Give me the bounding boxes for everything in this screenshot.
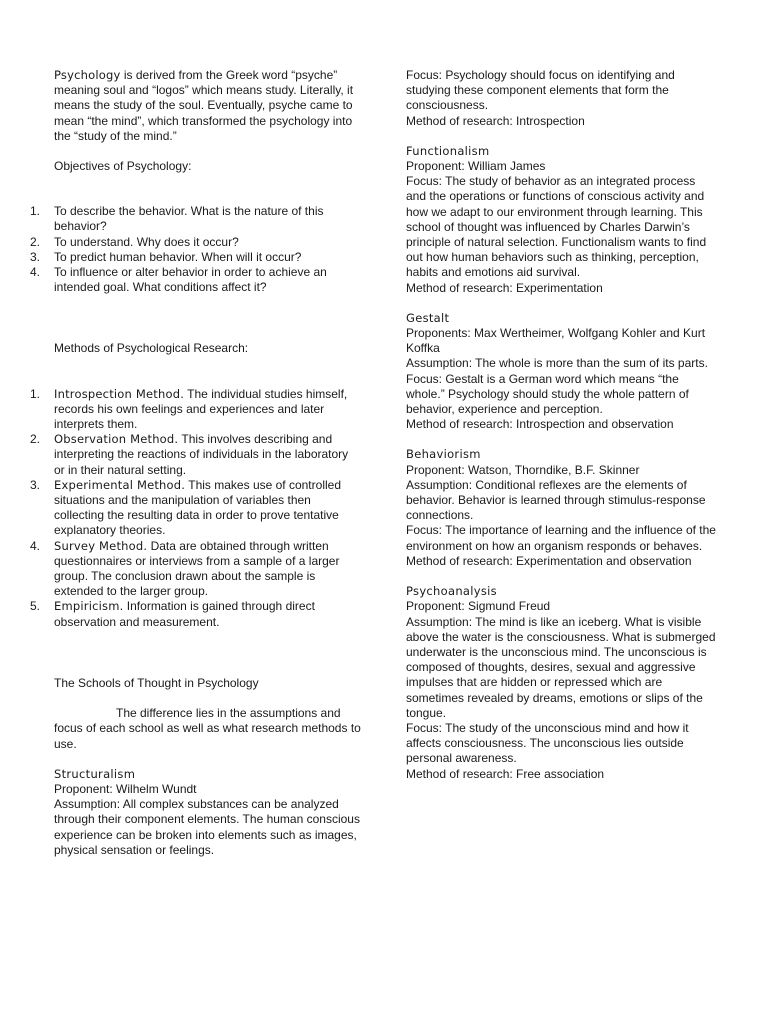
behaviorism-title: Behaviorism — [406, 447, 481, 462]
intro-paragraph — [30, 68, 362, 144]
functionalism-section — [406, 144, 718, 296]
behaviorism-assumption: Assumption: Conditional reflexes are the elements of behavior. Behavior is learned through stimulus-response connections. — [406, 477, 706, 523]
structuralism-title: Structuralism — [54, 766, 136, 781]
gestalt-title: Gestalt — [406, 310, 450, 325]
structuralism-assumption: Assumption: All complex substances can be analyzed through their component elements. The human conscious experience can be broken into elements such as images, physical sensation or feelings. — [54, 797, 360, 857]
behaviorism-method: Method of research: Experimentation and observation — [406, 553, 692, 568]
list-item — [30, 265, 362, 295]
methods-list — [30, 387, 362, 630]
schools-heading: The Schools of Thought in Psychology — [54, 675, 259, 690]
structuralism-continued — [406, 68, 718, 129]
gestalt-section — [406, 311, 718, 433]
intro-text: is derived from the Greek word “psyche” meaning soul and “logos” which means study. Literally, it means the study of the soul. Eventually, psyche came to mean “the mind”, which transformed the psychology into the “study of the mind.” — [54, 68, 354, 143]
method-text: Data are obtained through written questionnaires or interviews from a sample of a larger group. The conclusion drawn about the sample is extended to the larger group. — [54, 538, 340, 599]
method-text: Information is gained through direct observation and measurement. — [54, 599, 315, 629]
structuralism-method: Method of research: Introspection — [406, 113, 585, 128]
method-term: Empiricism. — [54, 599, 124, 614]
objective-text: To describe the behavior. What is the nature of this behavior? — [54, 204, 324, 234]
method-text: This makes use of controlled situations and the manipulation of variables then collecting the resulting data in order to prove tentative explanatory theories. — [54, 477, 341, 538]
method-term: Experimental Method. — [54, 477, 186, 492]
left-column — [30, 68, 362, 858]
method-term: Introspection Method. — [54, 386, 185, 401]
functionalism-proponent: Proponent: William James — [406, 159, 546, 174]
objective-text: To influence or alter behavior in order to achieve an intended goal. What conditions affect it? — [54, 265, 327, 295]
objective-text: To understand. Why does it occur? — [54, 234, 239, 249]
list-item — [30, 250, 362, 265]
right-column — [406, 68, 718, 797]
gestalt-proponent: Proponents: Max Wertheimer, Wolfgang Kohler and Kurt Koffka — [406, 326, 706, 356]
list-item — [30, 599, 362, 629]
list-item — [30, 204, 362, 234]
structuralism-section — [30, 767, 362, 858]
gestalt-method: Method of research: Introspection and observation — [406, 417, 674, 432]
objective-text: To predict human behavior. When will it occur? — [54, 249, 302, 264]
methods-heading: Methods of Psychological Research: — [54, 341, 249, 356]
psychoanalysis-focus: Focus: The study of the unconscious mind and how it affects consciousness. The unconscious lies outside personal awareness. — [406, 720, 689, 766]
list-number: 4. — [30, 265, 41, 280]
method-term: Observation Method. — [54, 432, 179, 447]
list-number: 5. — [30, 599, 41, 614]
structuralism-proponent: Proponent: Wilhelm Wundt — [54, 781, 197, 796]
list-item — [30, 235, 362, 250]
list-number: 3. — [30, 249, 41, 264]
intro-term: Psychology — [54, 68, 121, 82]
list-number: 3. — [30, 477, 41, 492]
structuralism-focus: Focus: Psychology should focus on identifying and studying these component elements that form the consciousness. — [406, 68, 675, 113]
list-item — [30, 387, 362, 433]
psychoanalysis-title: Psychoanalysis — [406, 584, 497, 599]
method-term: Survey Method. — [54, 538, 148, 553]
method-text: This involves describing and interpreting the reactions of individuals in the laboratory or in their natural setting. — [54, 432, 349, 477]
psychoanalysis-proponent: Proponent: Sigmund Freud — [406, 599, 551, 614]
functionalism-focus: Focus: The study of behavior as an integrated process and the operations or functions of conscious activity and how we adapt to our environment through learning. This school of thought was influenced by Charles Darwin’s principle of natural selection. Functionalism wants to find out how human behaviors such as thinking, perception, habits and emotions aid survival. — [406, 174, 707, 280]
psychoanalysis-section — [406, 584, 718, 782]
psychoanalysis-method: Method of research: Free association — [406, 766, 605, 781]
objectives-heading: Objectives of Psychology: — [54, 159, 192, 174]
objectives-list — [30, 204, 362, 295]
list-number: 2. — [30, 432, 41, 447]
schools-intro: The difference lies in the assumptions and focus of each school as well as what research methods to use. — [54, 706, 361, 751]
functionalism-method: Method of research: Experimentation — [406, 280, 603, 295]
list-item — [30, 539, 362, 600]
behaviorism-focus: Focus: The importance of learning and the influence of the environment on how an organism responds or behaves. — [406, 523, 716, 553]
list-item — [30, 432, 362, 478]
list-number: 1. — [30, 204, 41, 219]
behaviorism-proponent: Proponent: Watson, Thorndike, B.F. Skinner — [406, 462, 640, 477]
list-number: 2. — [30, 234, 41, 249]
gestalt-focus: Focus: Gestalt is a German word which means “the whole.” Psychology should study the whole pattern of behavior, experience and perception. — [406, 371, 689, 417]
gestalt-assumption: Assumption: The whole is more than the sum of its parts. — [406, 356, 708, 371]
behaviorism-section — [406, 447, 718, 569]
psychoanalysis-assumption: Assumption: The mind is like an iceberg. What is visible above the water is the consciousness. What is submerged underwater is the unconscious mind. The unconscious is composed of thoughts, desires, sexual and aggressive impulses that are hidden or repressed which are sometimes revealed by dreams, emotions or slips of the tongue. — [406, 614, 716, 720]
method-text: The individual studies himself, records his own feelings and experiences and later interprets them. — [54, 386, 348, 432]
list-number: 4. — [30, 538, 41, 553]
functionalism-title: Functionalism — [406, 143, 490, 158]
list-number: 1. — [30, 386, 41, 401]
list-item — [30, 478, 362, 539]
